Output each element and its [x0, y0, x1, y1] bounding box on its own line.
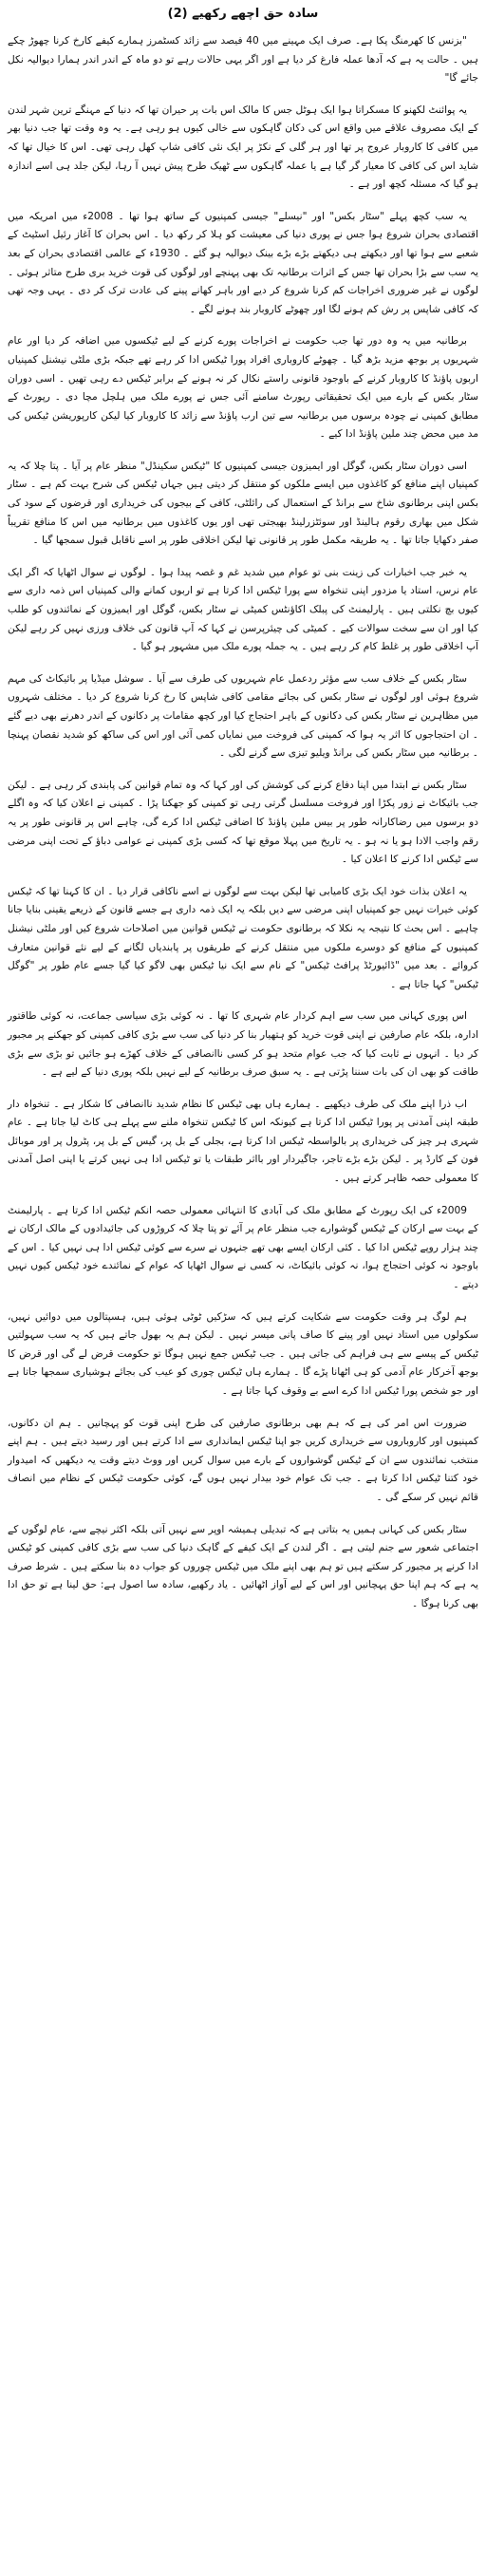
paragraph: اسی دوران سٹار بکس، گوگل اور ایمیزون جیسی کمپنیوں کا "ٹیکس سکینڈل" منظر عام پر آیا ۔ پتا چلا کہ یہ کمپنیاں اپنے منافع کو کاغذوں میں ایسے ملکوں کو منتقل کر دیتی ہیں جہاں ٹیکس کی شرح بہت کم ہے ۔ سٹار بکس اپنی برطانوی شاخ سے برانڈ کے استعمال کی رائلٹی، کافی کے بیجوں کی خریداری اور قرضوں کے سود کی شکل میں بھاری رقوم ہالینڈ اور سوئٹزرلینڈ بھیجتی تھی اور یوں کاغذوں میں برطانیہ میں اس کا منافع تقریباً صفر دکھایا جاتا تھا ۔ یہ طریقہ مکمل طور پر قانونی تھا لیکن اخلاقی طور پر اسے ناقابل قبول سمجھا گیا ۔: [8, 460, 478, 547]
paragraph: یہ خبر جب اخبارات کی زینت بنی تو عوام میں شدید غم و غصہ پیدا ہوا ۔ لوگوں نے سوال اٹھایا کہ اگر ایک عام نرس، استاد یا مزدور اپنی تنخواہ سے پورا ٹیکس ادا کرتا ہے تو اربوں کمانے والی کمپنیاں اس ذمہ داری سے کیوں بچ نکلتی ہیں ۔ پارلیمنٹ کی پبلک اکاؤنٹس کمیٹی نے سٹار بکس، گوگل اور ایمیزون کے نمائندوں کو طلب کیا اور ان سے سخت سوالات کیے ۔ کمیٹی کی چیئرپرسن نے کہا کہ آپ قانون کی خلاف ورزی نہیں کر رہے لیکن آپ اخلاقی طور پر غلط کام کر رہے ہیں ۔ یہ جملہ پورے ملک میں مشہور ہو گیا ۔: [8, 566, 478, 653]
paragraph: اس پوری کہانی میں سب سے اہم کردار عام شہری کا تھا ۔ نہ کوئی بڑی سیاسی جماعت، نہ کوئی طاقتور ادارہ، بلکہ عام صارفین نے اپنی قوت خرید کو ہتھیار بنا کر دنیا کی سب سے بڑی کافی کمپنی کو جھکنے پر مجبور کر دیا ۔ انہوں نے ثابت کیا کہ جب عوام متحد ہو کر کسی ناانصافی کے خلاف کھڑے ہو جائیں تو بڑی سے بڑی طاقت کو بھی ان کی بات سننا پڑتی ہے ۔ یہ سبق صرف برطانیہ کے لیے نہیں بلکہ پوری دنیا کے لیے ہے ۔: [8, 1010, 478, 1079]
paragraph: "بزنس کا کھرمنگ پکا ہے۔ صرف ایک مہینے میں 40 فیصد سے زائد کسٹمرز ہمارے کیفے کارخ کرنا چھوڑ چکے ہیں ۔ حالت یہ ہے کہ آدھا عملہ فارغ کر دیا ہے اور اگر یہی حالات رہے تو دو ماہ کے اندر اندر ہمارا دیوالیہ نکل جائے گا": [8, 35, 478, 85]
article-body: [8, 32, 478, 1614]
paragraph: سٹار بکس کے خلاف سب سے مؤثر ردعمل عام شہریوں کی طرف سے آیا ۔ سوشل میڈیا پر بائیکاٹ کی مہم شروع ہوئی اور لوگوں نے سٹار بکس کی بجائے مقامی کافی شاپس کا رخ کرنا شروع کر دیا ۔ مختلف شہروں میں مظاہرین نے سٹار بکس کی دکانوں کے باہر احتجاج کیا اور کچھ مقامات پر دکانوں کے اندر دھرنے بھی دیے گئے ۔ ان احتجاجوں کا اثر یہ ہوا کہ کمپنی کی فروخت میں نمایاں کمی آئی اور اس کی ساکھ کو شدید نقصان پہنچا ۔ برطانیہ میں سٹار بکس کی برانڈ ویلیو تیزی سے گرنے لگی ۔: [8, 672, 478, 760]
paragraph: اب ذرا اپنے ملک کی طرف دیکھیے ۔ ہمارے ہاں بھی ٹیکس کا نظام شدید ناانصافی کا شکار ہے ۔ تنخواہ دار طبقہ اپنی آمدنی پر پورا ٹیکس ادا کرتا ہے کیونکہ اس کا ٹیکس تنخواہ ملنے سے پہلے ہی کاٹ لیا جاتا ہے ۔ عام شہری ہر چیز کی خریداری پر بالواسطہ ٹیکس ادا کرتا ہے، بجلی کے بل پر، گیس کے بل پر، پٹرول پر اور موبائل فون کے کارڈ پر ۔ لیکن بڑے بڑے تاجر، جاگیردار اور بااثر طبقات یا تو ٹیکس ادا ہی نہیں کرتے یا اپنی اصل آمدنی کا معمولی حصہ ظاہر کرتے ہیں ۔: [8, 1098, 478, 1185]
paragraph: یہ پوائنٹ لکھنو کا مسکراتا ہوا ایک ہوٹل جس کا مالک اس بات پر حیران تھا کہ دنیا کے مہنگے ترین شہر لندن کے ایک مصروف علاقے میں واقع اس کی دکان گاہکوں سے خالی کیوں ہو رہی ہے۔ یہ وہ وقت تھا جب دنیا بھر میں کافی کا کاروبار عروج پر تھا اور ہر گلی کے نکڑ پر ایک نئی کافی شاپ کھل رہی تھی۔ اس کا خیال تھا کہ شاید اس کی کافی کا معیار گر گیا ہے یا عملہ گاہکوں سے ٹھیک طرح پیش نہیں آ رہا، لیکن جلد ہی اسے اندازہ ہو گیا کہ مسئلہ کچھ اور ہے ۔: [8, 103, 478, 191]
paragraph: سٹار بکس کی کہانی ہمیں یہ بتاتی ہے کہ تبدیلی ہمیشہ اوپر سے نہیں آتی بلکہ اکثر نیچے سے، عام لوگوں کے اجتماعی شعور سے جنم لیتی ہے ۔ اگر لندن کے ایک کیفے کے گاہک دنیا کی سب سے بڑی کافی کمپنی کو ٹیکس ادا کرنے پر مجبور کر سکتے ہیں تو ہم بھی اپنے ملک میں ٹیکس چوروں کو جواب دہ بنا سکتے ہیں ۔ شرط صرف یہ ہے کہ ہم اپنا حق پہچانیں اور اس کے لیے آواز اٹھائیں ۔ یاد رکھیے، سادہ سا اصول ہے: حق لینا ہے تو حق ادا بھی کرنا ہوگا ۔: [8, 1523, 478, 1609]
paragraph: برطانیہ میں یہ وہ دور تھا جب حکومت نے اخراجات پورے کرنے کے لیے ٹیکسوں میں اضافہ کر دیا اور عام شہریوں پر بوجھ مزید بڑھ گیا ۔ چھوٹے کاروباری افراد پورا ٹیکس ادا کر رہے تھے جبکہ بڑی ملٹی نیشنل کمپنیاں اربوں پاؤنڈ کا کاروبار کرنے کے باوجود قانونی راستے نکال کر نہ ہونے کے برابر ٹیکس دے رہی تھیں ۔ اسی دوران سٹار بکس کے بارے میں ایک تحقیقاتی رپورٹ سامنے آئی جس نے پورے ملک میں ہلچل مچا دی ۔ رپورٹ کے مطابق کمپنی نے چودہ برسوں میں برطانیہ سے تین ارب پاؤنڈ سے زائد کا کاروبار کیا لیکن کارپوریشن ٹیکس کی مد میں محض چند ملین پاؤنڈ ادا کیے ۔: [8, 335, 478, 441]
article-title: سادہ حق اچھے رکھیے (2): [167, 7, 319, 21]
paragraph: ہم لوگ ہر وقت حکومت سے شکایت کرتے ہیں کہ سڑکیں ٹوٹی ہوئی ہیں، ہسپتالوں میں دوائیں نہیں، سکولوں میں استاد نہیں اور پینے کا صاف پانی میسر نہیں ۔ لیکن ہم یہ بھول جاتے ہیں کہ یہ سب سہولتیں ٹیکس کے پیسے سے ہی فراہم کی جاتی ہیں ۔ جب ٹیکس جمع نہیں ہوگا تو حکومت قرض لے گی اور قرض کا بوجھ آخرکار عام آدمی کو ہی اٹھانا پڑے گا ۔ ہمارے ہاں ٹیکس چوری کو عیب کی بجائے ہوشیاری سمجھا جاتا ہے اور جو شخص پورا ٹیکس ادا کرے اسے بے وقوف کہا جاتا ہے ۔: [8, 1310, 478, 1397]
paragraph: ضرورت اس امر کی ہے کہ ہم بھی برطانوی صارفین کی طرح اپنی قوت کو پہچانیں ۔ ہم ان دکانوں، کمپنیوں اور کاروباروں سے خریداری کریں جو اپنا ٹیکس ایمانداری سے ادا کرتے ہیں اور رسید دیتے ہیں ۔ ہم اپنے منتخب نمائندوں سے ان کے ٹیکس گوشواروں کے بارے میں سوال کریں اور ووٹ دیتے وقت یہ دیکھیں کہ امیدوار خود کتنا ٹیکس ادا کرتا ہے ۔ جب تک عوام خود بیدار نہیں ہوں گے، کوئی حکومت ٹیکس کے نظام میں انصاف قائم نہیں کر سکے گی ۔: [8, 1417, 478, 1503]
paragraph: 2009ء کی ایک رپورٹ کے مطابق ملک کی آبادی کا انتہائی معمولی حصہ انکم ٹیکس ادا کرتا ہے ۔ پارلیمنٹ کے بہت سے ارکان کے ٹیکس گوشوارے جب منظر عام پر آئے تو پتا چلا کہ کروڑوں کی جائیدادوں کے مالک ارکان نے چند ہزار روپے ٹیکس ادا کیا ۔ کئی ارکان ایسے بھی تھے جنہوں نے سرے سے کوئی ٹیکس ادا ہی نہیں کیا ۔ اس کے باوجود نہ کوئی احتجاج ہوا، نہ کوئی بائیکاٹ، نہ کسی نے سوال اٹھایا کہ عوام کے نمائندے خود ٹیکس کیوں نہیں دیتے ۔: [8, 1204, 478, 1291]
paragraph: یہ سب کچھ پہلے "سٹار بکس" اور "نیسلے" جیسی کمپنیوں کے ساتھ ہوا تھا ۔ 2008ء میں امریکہ میں اقتصادی بحران شروع ہوا جس نے پوری دنیا کی معیشت کو ہلا کر رکھ دیا ۔ اس بحران کا آغاز رئیل اسٹیٹ کے شعبے سے ہوا تھا اور دیکھتے ہی دیکھتے بڑے بڑے بینک دیوالیہ ہو گئے ۔ 1930ء کے عالمی اقتصادی بحران کے بعد یہ سب سے بڑا بحران تھا جس کے اثرات برطانیہ تک بھی پہنچے اور لوگوں کی قوت خرید بری طرح متاثر ہوئی ۔ لوگوں نے غیر ضروری اخراجات کم کرنا شروع کر دیے اور باہر کھانے پینے کی عادت ترک کر دی ۔ یہی وجہ تھی کہ کافی شاپس پر رش کم ہونے لگا اور چھوٹے کاروبار بند ہونے لگے ۔: [8, 210, 478, 315]
paragraph: یہ اعلان بذات خود ایک بڑی کامیابی تھا لیکن بہت سے لوگوں نے اسے ناکافی قرار دیا ۔ ان کا کہنا تھا کہ ٹیکس کوئی خیرات نہیں جو کمپنیاں اپنی مرضی سے دیں بلکہ یہ ایک ذمہ داری ہے جسے قانون کے ذریعے یقینی بنایا جانا چاہیے ۔ اس بحث کا نتیجہ یہ نکلا کہ برطانوی حکومت نے ٹیکس قوانین میں اصلاحات شروع کیں اور ملٹی نیشنل کمپنیوں کے منافع کو دوسرے ملکوں میں منتقل کرنے کے طریقوں پر پابندیاں لگانے کے لیے نئے قوانین متعارف کروائے ۔ بعد میں "ڈائیورٹڈ پرافٹ ٹیکس" کے نام سے ایک نیا ٹیکس بھی لاگو کیا گیا جسے عام طور پر "گوگل ٹیکس" کہا جاتا ہے ۔: [8, 885, 478, 990]
paragraph: سٹار بکس نے ابتدا میں اپنا دفاع کرنے کی کوشش کی اور کہا کہ وہ تمام قوانین کی پابندی کر رہی ہے ۔ لیکن جب بائیکاٹ نے زور پکڑا اور فروخت مسلسل گرتی رہی تو کمپنی کو جھکنا پڑا ۔ کمپنی نے اعلان کیا کہ وہ اگلے دو برسوں میں رضاکارانہ طور پر بیس ملین پاؤنڈ کا اضافی ٹیکس ادا کرے گی، چاہے اس پر قانونی طور پر یہ رقم واجب الادا ہو یا نہ ہو ۔ یہ تاریخ میں پہلا موقع تھا کہ کسی بڑی کمپنی نے عوامی دباؤ کے تحت اپنی مرضی سے ٹیکس ادا کرنے کا اعلان کیا ۔: [8, 779, 478, 866]
